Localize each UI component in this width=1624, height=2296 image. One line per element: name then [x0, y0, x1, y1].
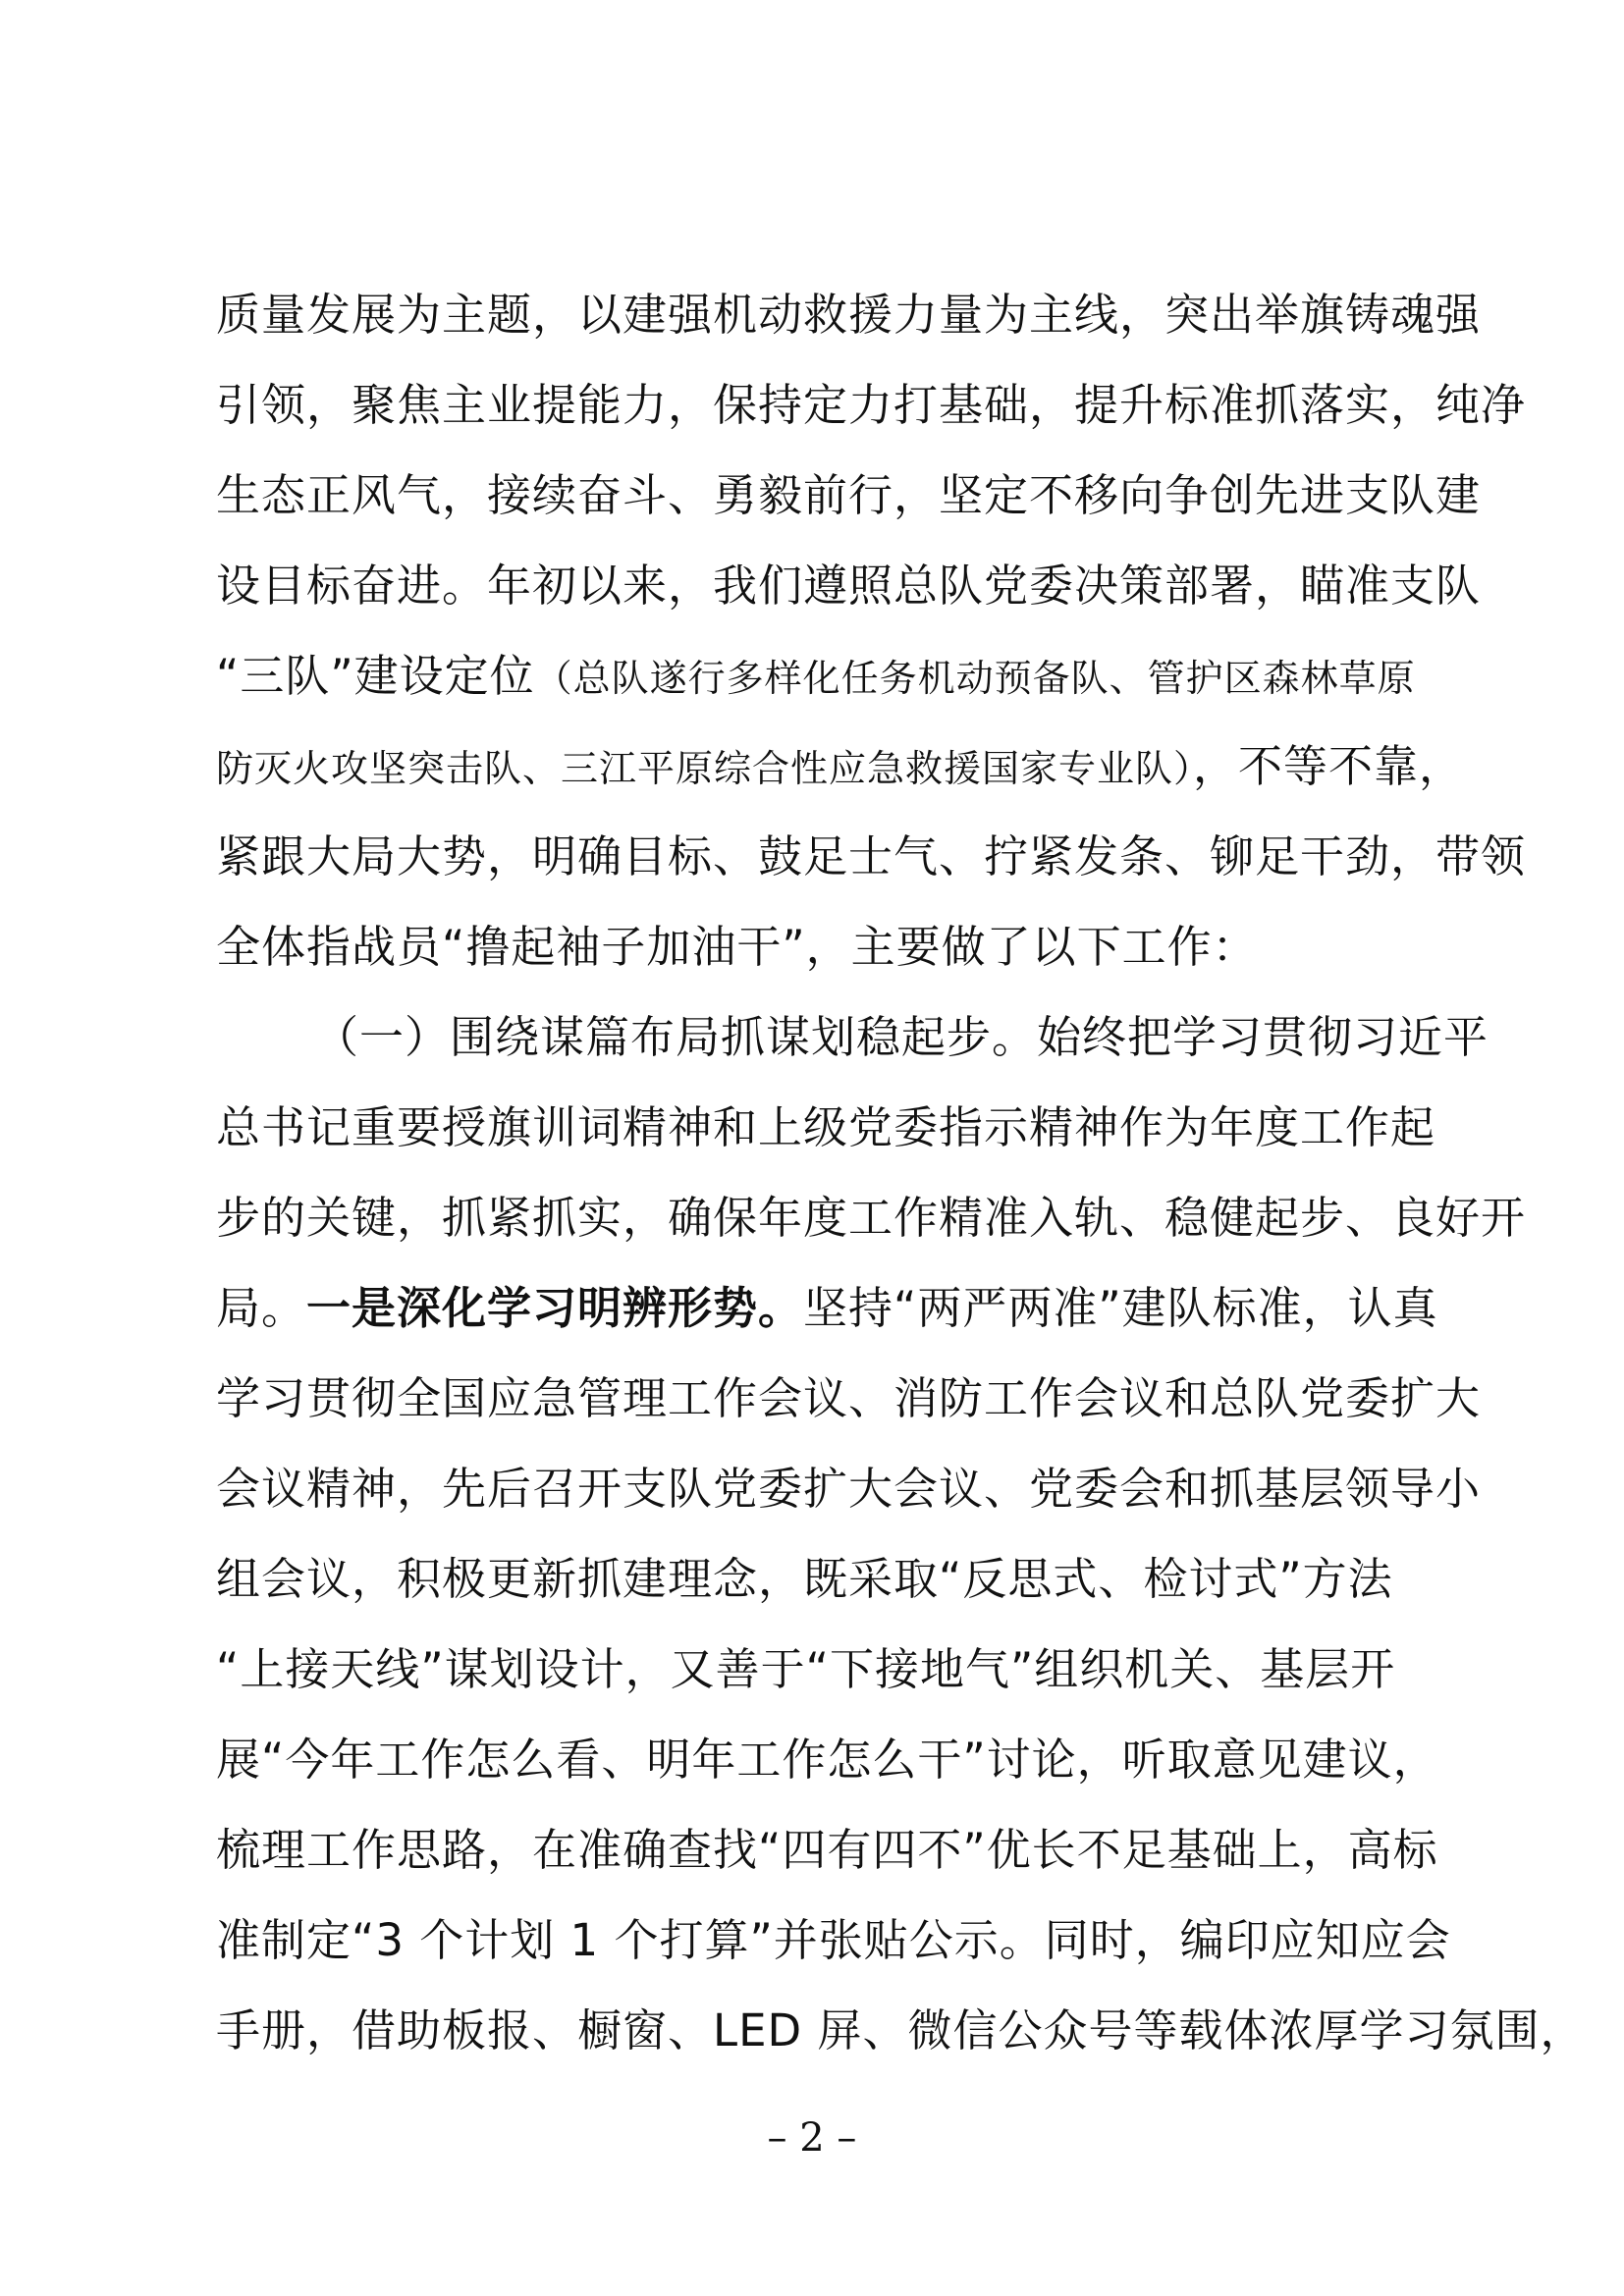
- document-body: [216, 270, 1586, 2076]
- text-line: 组会议，积极更新抓建理念，既采取“反思式、检讨式”方法: [216, 1553, 1393, 1605]
- text-line: 准制定“3 个计划 1 个打算”并张贴公示。同时，编印应知应会: [216, 1914, 1451, 1966]
- text-line: 梳理工作思路，在准确查找“四有四不”优长不足基础上，高标: [216, 1824, 1438, 1876]
- text-line: [216, 631, 1429, 721]
- text-line: 学习贯彻全国应急管理工作会议、消防工作会议和总队党委扩大: [216, 1372, 1482, 1424]
- section-heading-line: （一）围绕谋篇布局抓谋划稳起步。始终把学习贯彻习近平: [314, 1011, 1489, 1063]
- text-line: 全体指战员“撸起袖子加油干”，主要做了以下工作：: [216, 921, 1258, 973]
- text-line: 展“今年工作怎么看、明年工作怎么干”讨论，听取意见建议，: [216, 1734, 1438, 1786]
- text-line: [216, 1263, 1438, 1354]
- text-line: 引领，聚焦主业提能力，保持定力打基础，提升标准抓落实，纯净: [216, 379, 1527, 431]
- text-line: 步的关键，抓紧抓实，确保年度工作精准入轨、稳健起步、良好开: [216, 1192, 1527, 1244]
- text-line: “上接天线”谋划设计，又善于“下接地气”组织机关、基层开: [216, 1643, 1396, 1695]
- text-line: 紧跟大局大势，明确目标、鼓足士气、拧紧发条、铆足干劲，带领: [216, 830, 1527, 882]
- text-span: “三队”建设定位: [216, 650, 535, 702]
- page-number: – 2 –: [767, 2115, 857, 2161]
- text-line: [216, 721, 1465, 812]
- text-line: 总书记重要授旗训词精神和上级党委指示精神作为年度工作起: [216, 1101, 1436, 1153]
- text-line: 会议精神，先后召开支队党委扩大会议、党委会和抓基层领导小: [216, 1463, 1482, 1515]
- text-line: 质量发展为主题，以建强机动救援力量为主线，突出举旗铸魂强: [216, 289, 1482, 341]
- text-line: 设目标奋进。年初以来，我们遵照总队党委决策部署，瞄准支队: [216, 560, 1482, 612]
- text-span: ，不等不靠，: [1193, 740, 1465, 792]
- text-span: 坚持“两严两准”建队标准，认真: [803, 1282, 1438, 1334]
- bold-subheading: 一是深化学习明辨形势。: [306, 1282, 804, 1334]
- text-span: 局。: [216, 1282, 307, 1334]
- parenthetical-note: （总队遂行多样化任务机动预备队、管护区森林草原: [534, 657, 1416, 700]
- parenthetical-note: 防灭火攻坚突击队、三江平原综合性应急救援国家专业队）: [216, 747, 1194, 790]
- text-line: 生态正风气，接续奋斗、勇毅前行，坚定不移向争创先进支队建: [216, 469, 1482, 521]
- text-line: 手册，借助板报、橱窗、LED 屏、微信公众号等载体浓厚学习氛围，: [216, 2004, 1586, 2056]
